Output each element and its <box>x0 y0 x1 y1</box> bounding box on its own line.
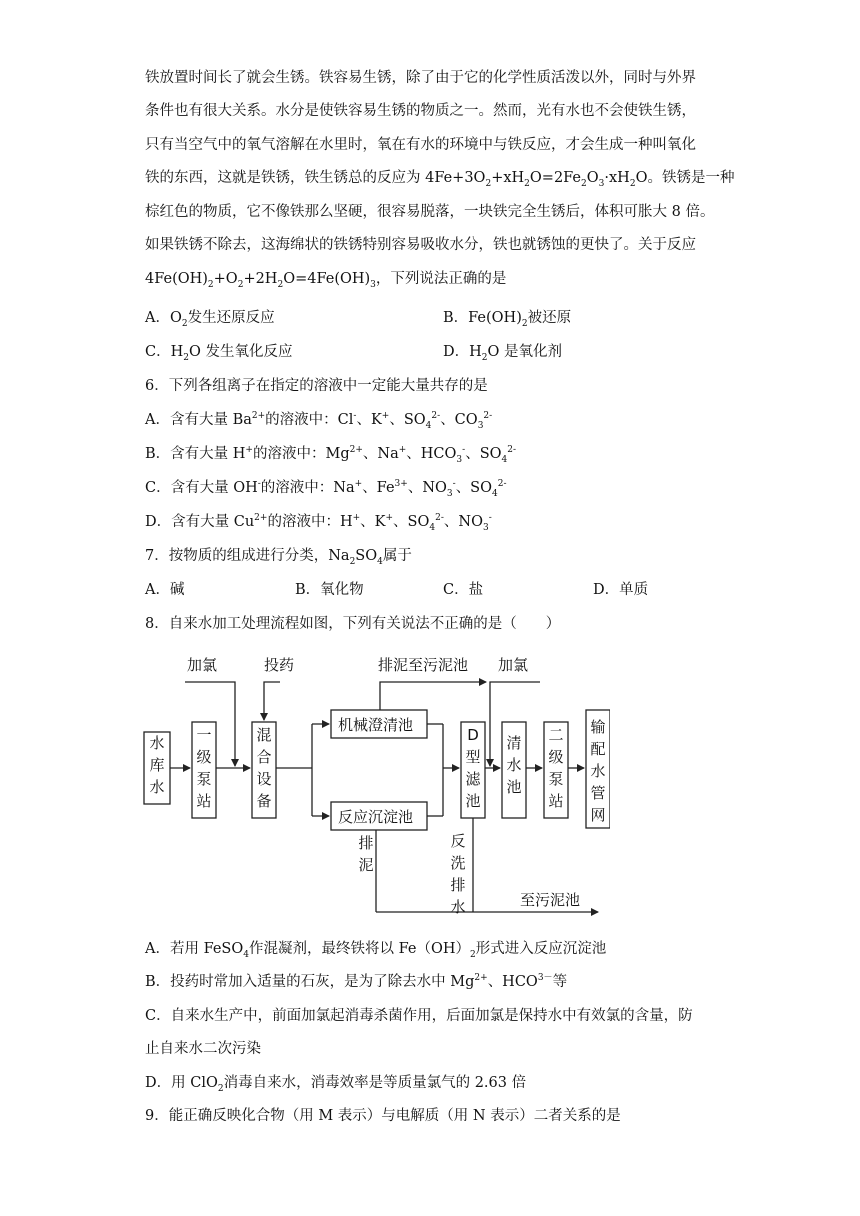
passage-line-5: 棕红色的物质，它不像铁那么坚硬，很容易脱落，一块铁完全生锈后，体积可胀大 8 倍。 <box>145 204 715 220</box>
q8-option-d: D．用 ClO$_2$消毒自来水，消毒效率是等质量氯气的 2.63 倍 <box>145 1075 527 1094</box>
q5-option-b: B．$Fe(OH)_2$被还原 <box>443 310 572 329</box>
q8-option-c-line2: 止自来水二次污染 <box>145 1041 261 1057</box>
passage-line-7-reaction: $4Fe(OH)_2+O_2+2H_2O=4Fe(OH)_3$，下列说法正确的是 <box>145 271 507 290</box>
q7-option-b: B．氧化物 <box>295 582 364 598</box>
q6-option-c: C．含有大量 OH-的溶液中：Na+、$Fe^{3+}$、$NO_3^-$、$SO_4^{2-}$ <box>145 479 507 499</box>
label-pump2: 二级泵站 <box>548 726 564 810</box>
q8-stem: 8．自来水加工处理流程如图，下列有关说法不正确的是（ ） <box>145 616 561 632</box>
label-add-chlorine-2: 加氯 <box>498 656 529 674</box>
label-sludge-bottom: 至污泥池 <box>520 891 581 909</box>
q5-option-d: D．$H_2O$ 是氧化剂 <box>443 344 563 363</box>
label-source: 水库水 <box>149 734 165 796</box>
label-filter: D 型滤池 <box>465 726 481 810</box>
q5-option-a: A．$O_2$发生还原反应 <box>145 310 275 329</box>
water-treatment-flow-diagram <box>140 648 610 923</box>
passage-line-1: 铁放置时间长了就会生锈。铁容易生锈，除了由于它的化学性质活泼以外，同时与外界 <box>145 70 696 86</box>
label-mix: 混合设备 <box>256 726 272 810</box>
q5-option-c: C．$H_2O$ 发生氧化反应 <box>145 344 293 363</box>
passage-line-4-equation: 铁的东西，这就是铁锈，铁生锈总的反应为 $4Fe+3O_2+xH_2O=2Fe_2O_3\cdot xH_2O$。铁锈是一种 <box>145 170 735 189</box>
q7-stem: 7．按物质的组成进行分类，$Na_2SO_4$属于 <box>145 548 412 567</box>
label-drain: 排泥 <box>358 834 374 874</box>
q6-stem: 6．下列各组离子在指定的溶液中一定能大量共存的是 <box>145 378 488 394</box>
label-clear: 清水池 <box>506 734 522 796</box>
q6-option-d: D．含有大量 $Cu^{2+}$的溶液中：H+、K+、$SO_4^{2-}$、$NO_3^-$ <box>145 513 492 533</box>
label-backwash: 反洗排水 <box>450 832 466 916</box>
passage-line-2: 条件也有很大关系。水分是使铁容易生锈的物质之一。然而，光有水也不会使铁生锈， <box>145 103 696 119</box>
q8-option-b: B．投药时常加入适量的石灰，是为了除去水中 $Mg^{2+}$、$HCO^{3-}$等 <box>145 973 568 990</box>
passage-line-6: 如果铁锈不除去，这海绵状的铁锈特别容易吸收水分，铁也就锈蚀的更快了。关于反应 <box>145 237 696 253</box>
passage-line-3: 只有当空气中的氧气溶解在水里时，氧在有水的环境中与铁反应，才会生成一种叫氧化 <box>145 137 696 153</box>
q7-option-d: D．单质 <box>593 582 649 598</box>
label-pump1: 一级泵站 <box>196 726 212 810</box>
q8-option-a: A．若用 FeSO$_4$作混凝剂，最终铁将以 $Fe(OH)_2$形式进入反应沉淀池 <box>145 941 607 960</box>
q6-option-a: A．含有大量 $Ba^{2+}$的溶液中：Cl-、K+、$SO_4^{2-}$、$CO_3^{2-}$ <box>145 411 493 431</box>
q6-option-b: B．含有大量 H+的溶液中：$Mg^{2+}$、Na+、$HCO_3^-$、$SO_4^{2-}$ <box>145 445 517 465</box>
q7-option-a: A．碱 <box>145 582 185 598</box>
q8-option-c-line1: C．自来水生产中，前面加氯起消毒杀菌作用，后面加氯是保持水中有效氯的含量，防 <box>145 1008 693 1024</box>
label-pipe: 输配水管网 <box>590 718 606 824</box>
q9-stem: 9．能正确反映化合物（用 M 表示）与电解质（用 N 表示）二者关系的是 <box>145 1108 621 1124</box>
label-dosing: 投药 <box>264 656 295 674</box>
label-add-chlorine-1: 加氯 <box>187 656 218 674</box>
label-sludge-top: 排泥至污泥池 <box>378 656 469 674</box>
label-settle: 反应沉淀池 <box>338 808 414 826</box>
q7-option-c: C．盐 <box>443 582 484 598</box>
label-clarify: 机械澄清池 <box>338 716 414 734</box>
